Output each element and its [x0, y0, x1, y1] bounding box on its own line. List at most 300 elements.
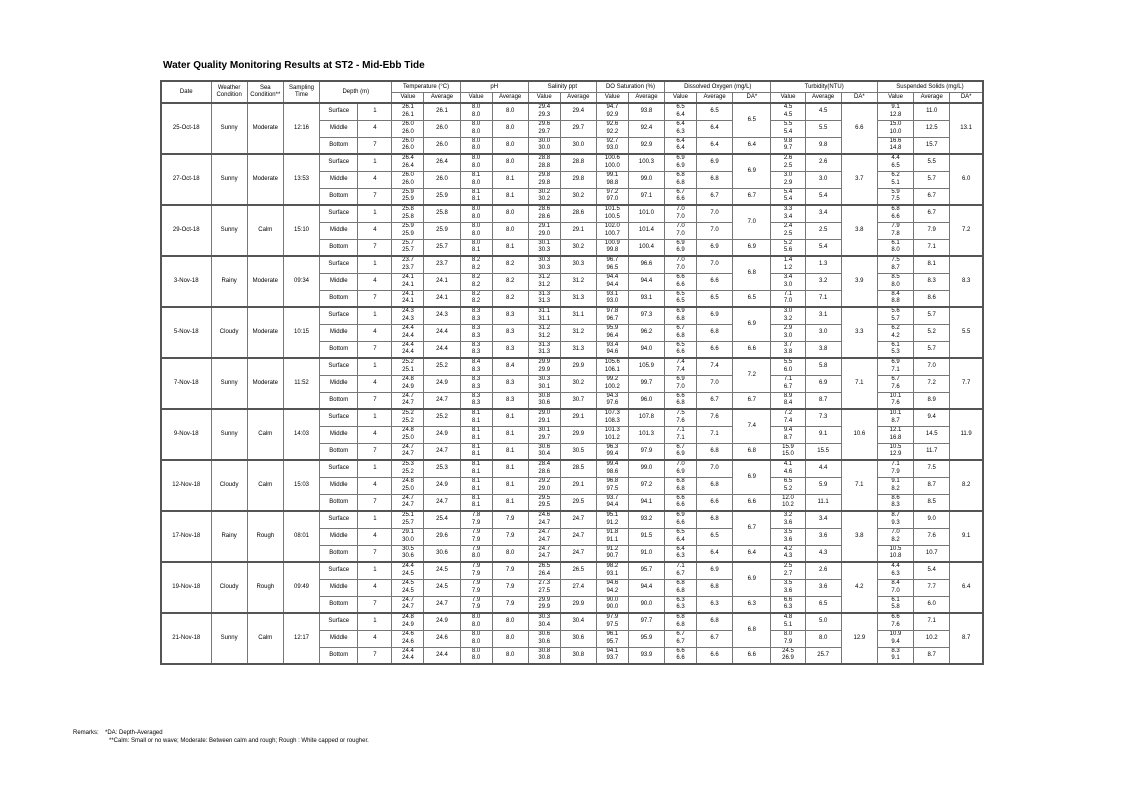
ph-average-cell: 8.1: [492, 477, 528, 494]
salinity-value-cell: [528, 324, 560, 341]
dissolved-oxygen-average-cell: 6.5: [696, 103, 732, 120]
suspended-solids-reading: 8.4: [891, 290, 900, 297]
salinity-value-cell: [528, 273, 560, 290]
turbidity-reading: 3.5: [783, 580, 793, 587]
salinity-value-cell: [528, 647, 560, 664]
dissolved-oxygen-da-bottom-cell: 6.5: [733, 290, 771, 307]
suspended-solids-da-cell: 8.2: [950, 460, 983, 511]
suspended-solids-reading: 8.8: [891, 298, 900, 305]
suspended-solids-reading: 7.5: [891, 257, 900, 264]
table-row: [161, 205, 983, 222]
do-saturation-value-cell: [596, 579, 628, 596]
suspended-solids-reading: 7.9: [891, 468, 900, 475]
ph-reading: 8.0: [471, 111, 481, 118]
ph-average-cell: 8.2: [492, 290, 528, 307]
suspended-solids-average-cell: 10.2: [914, 630, 950, 647]
ph-average-cell: 8.2: [492, 256, 528, 273]
salinity-reading: 30.3: [538, 614, 551, 621]
subheader-average: Average: [696, 93, 732, 104]
dissolved-oxygen-value-cell: [665, 273, 697, 290]
depth-level-cell: Bottom: [320, 443, 358, 460]
depth-value-cell: 7: [358, 545, 392, 562]
suspended-solids-reading: 4.4: [891, 563, 900, 570]
suspended-solids-reading: 8.2: [891, 485, 900, 492]
suspended-solids-reading: 8.6: [891, 494, 900, 501]
salinity-reading: 26.5: [538, 563, 551, 570]
ph-reading: 8.1: [471, 247, 481, 254]
table-row: [161, 358, 983, 375]
dissolved-oxygen-value-cell: [665, 154, 697, 171]
do-saturation-average-cell: 97.3: [628, 307, 664, 324]
turbidity-average-cell: 8.7: [805, 392, 841, 409]
depth-value-cell: 7: [358, 239, 392, 256]
depth-level-cell: Bottom: [320, 290, 358, 307]
do-saturation-average-cell: 101.3: [628, 426, 664, 443]
dissolved-oxygen-value-cell: [665, 562, 697, 579]
temperature-reading: 26.0: [402, 145, 414, 152]
weather-cell: Sunny: [211, 103, 247, 154]
salinity-reading: 31.1: [538, 308, 551, 315]
ph-reading: 8.1: [471, 417, 481, 424]
suspended-solids-da-cell: 8.7: [950, 613, 983, 664]
suspended-solids-average-cell: 7.1: [914, 239, 950, 256]
do-saturation-reading: 105.6: [604, 359, 620, 366]
suspended-solids-average-cell: 5.7: [914, 341, 950, 358]
dissolved-oxygen-value-cell: [665, 630, 697, 647]
dissolved-oxygen-reading: 6.9: [676, 512, 685, 519]
salinity-value-cell: [528, 307, 560, 324]
turbidity-value-cell: [771, 358, 805, 375]
dissolved-oxygen-reading: 6.7: [676, 638, 685, 645]
do-saturation-average-cell: 100.3: [628, 154, 664, 171]
turbidity-reading: 5.4: [783, 128, 793, 135]
suspended-solids-average-cell: 14.5: [914, 426, 950, 443]
date-cell: 17-Nov-18: [161, 511, 211, 562]
dissolved-oxygen-value-cell: [665, 375, 697, 392]
temperature-average-cell: 26.4: [424, 154, 460, 171]
ph-reading: 7.8: [471, 512, 481, 519]
turbidity-reading: 8.9: [783, 392, 793, 399]
ph-average-cell: 8.1: [492, 443, 528, 460]
dissolved-oxygen-reading: 6.9: [676, 239, 685, 246]
suspended-solids-da-cell: 13.1: [950, 103, 983, 154]
ph-reading: 8.4: [471, 359, 481, 366]
salinity-reading: 30.1: [538, 383, 551, 390]
temperature-average-cell: 24.5: [424, 579, 460, 596]
subheader-value: Value: [392, 93, 424, 104]
ph-reading: 8.0: [471, 128, 481, 135]
ph-value-cell: [460, 613, 492, 630]
salinity-reading: 28.6: [538, 206, 551, 213]
dissolved-oxygen-average-cell: 6.8: [696, 511, 732, 528]
dissolved-oxygen-da-cell: 7.4: [733, 409, 771, 443]
suspended-solids-reading: 8.3: [891, 502, 900, 509]
salinity-value-cell: [528, 443, 560, 460]
depth-level-cell: Surface: [320, 613, 358, 630]
header-turbidity: Turbidity(NTU): [771, 81, 877, 93]
turbidity-average-cell: 3.4: [805, 205, 841, 222]
ph-reading: 8.0: [471, 137, 481, 144]
ph-reading: 8.1: [471, 468, 481, 475]
salinity-average-cell: 30.6: [560, 630, 596, 647]
ph-value-cell: [460, 290, 492, 307]
temperature-reading: 25.7: [402, 519, 414, 526]
header-temperature: Temperature (°C): [392, 81, 460, 93]
ph-average-cell: 8.1: [492, 188, 528, 205]
salinity-value-cell: [528, 460, 560, 477]
turbidity-average-cell: 8.0: [805, 630, 841, 647]
do-saturation-reading: 96.4: [606, 332, 619, 339]
depth-level-cell: Bottom: [320, 137, 358, 154]
table-body: [161, 103, 983, 664]
do-saturation-value-cell: [596, 477, 628, 494]
suspended-solids-average-cell: 8.6: [914, 290, 950, 307]
temperature-value-cell: [392, 375, 424, 392]
temperature-reading: 25.1: [402, 512, 414, 519]
dissolved-oxygen-reading: 7.6: [676, 417, 685, 424]
salinity-value-cell: [528, 426, 560, 443]
salinity-reading: 31.1: [538, 315, 551, 322]
do-saturation-average-cell: 99.0: [628, 171, 664, 188]
salinity-reading: 29.2: [538, 478, 551, 485]
dissolved-oxygen-value-cell: [665, 528, 697, 545]
temperature-value-cell: [392, 222, 424, 239]
ph-reading: 8.0: [471, 655, 481, 662]
depth-level-cell: Surface: [320, 307, 358, 324]
turbidity-value-cell: [771, 477, 805, 494]
table-row: [161, 562, 983, 579]
salinity-reading: 26.4: [538, 570, 551, 577]
dissolved-oxygen-reading: 6.6: [676, 502, 685, 509]
dissolved-oxygen-value-cell: [665, 103, 697, 120]
ph-value-cell: [460, 630, 492, 647]
dissolved-oxygen-reading: 6.6: [676, 494, 685, 501]
depth-level-cell: Bottom: [320, 596, 358, 613]
ph-value-cell: [460, 188, 492, 205]
sea-condition-cell: Moderate: [247, 154, 283, 205]
turbidity-reading: 4.2: [783, 545, 793, 552]
do-saturation-value-cell: [596, 596, 628, 613]
dissolved-oxygen-reading: 6.6: [676, 392, 685, 399]
dissolved-oxygen-da-bottom-cell: 6.3: [733, 596, 771, 613]
dissolved-oxygen-value-cell: [665, 494, 697, 511]
turbidity-reading: 2.5: [783, 230, 793, 237]
do-saturation-average-cell: 91.5: [628, 528, 664, 545]
suspended-solids-value-cell: [877, 290, 913, 307]
temperature-reading: 25.1: [402, 366, 414, 373]
suspended-solids-average-cell: 5.5: [914, 154, 950, 171]
ph-average-cell: 8.1: [492, 426, 528, 443]
turbidity-reading: 5.2: [783, 239, 793, 246]
do-saturation-value-cell: [596, 375, 628, 392]
ph-reading: 8.3: [471, 400, 481, 407]
ph-value-cell: [460, 494, 492, 511]
do-saturation-average-cell: 92.4: [628, 120, 664, 137]
temperature-value-cell: [392, 579, 424, 596]
salinity-reading: 31.3: [538, 298, 551, 305]
turbidity-average-cell: 5.0: [805, 613, 841, 630]
do-saturation-reading: 92.7: [606, 137, 619, 144]
do-saturation-average-cell: 94.4: [628, 579, 664, 596]
depth-value-cell: 4: [358, 528, 392, 545]
temperature-reading: 26.0: [402, 121, 414, 128]
subheader-value: Value: [665, 93, 697, 104]
salinity-reading: 31.2: [538, 325, 551, 332]
sea-condition-cell: Moderate: [247, 103, 283, 154]
dissolved-oxygen-da-cell: 6.8: [733, 256, 771, 290]
ph-average-cell: 8.3: [492, 324, 528, 341]
salinity-average-cell: 31.2: [560, 324, 596, 341]
do-saturation-average-cell: 99.7: [628, 375, 664, 392]
do-saturation-reading: 93.0: [606, 145, 619, 152]
turbidity-reading: 6.7: [783, 383, 793, 390]
temperature-average-cell: 25.9: [424, 188, 460, 205]
turbidity-reading: 3.2: [783, 512, 793, 519]
do-saturation-value-cell: [596, 562, 628, 579]
suspended-solids-reading: 8.2: [891, 536, 900, 543]
temperature-value-cell: [392, 307, 424, 324]
do-saturation-reading: 93.0: [606, 298, 619, 305]
suspended-solids-reading: 6.6: [891, 614, 900, 621]
do-saturation-reading: 94.2: [606, 587, 619, 594]
turbidity-average-cell: 5.5: [805, 120, 841, 137]
temperature-reading: 25.0: [402, 485, 414, 492]
temperature-average-cell: 25.3: [424, 460, 460, 477]
do-saturation-reading: 92.6: [606, 121, 619, 128]
temperature-value-cell: [392, 392, 424, 409]
do-saturation-average-cell: 95.9: [628, 630, 664, 647]
ph-value-cell: [460, 239, 492, 256]
temperature-average-cell: 24.9: [424, 375, 460, 392]
dissolved-oxygen-da-bottom-cell: 6.7: [733, 392, 771, 409]
do-saturation-reading: 97.6: [606, 400, 619, 407]
salinity-reading: 29.9: [538, 596, 551, 603]
ph-reading: 8.1: [471, 443, 481, 450]
header-weather: Weather Condition: [211, 81, 247, 103]
suspended-solids-reading: 6.3: [891, 570, 900, 577]
ph-reading: 8.3: [471, 376, 481, 383]
do-saturation-value-cell: [596, 358, 628, 375]
temperature-reading: 24.5: [402, 570, 414, 577]
suspended-solids-reading: 5.6: [891, 308, 900, 315]
ph-average-cell: 8.4: [492, 358, 528, 375]
temperature-reading: 25.9: [402, 196, 414, 203]
turbidity-reading: 3.3: [783, 206, 793, 213]
do-saturation-value-cell: [596, 171, 628, 188]
suspended-solids-reading: 5.3: [891, 349, 900, 356]
salinity-reading: 30.0: [538, 137, 551, 144]
salinity-reading: 30.8: [538, 647, 551, 654]
do-saturation-value-cell: [596, 545, 628, 562]
temperature-reading: 24.4: [402, 325, 414, 332]
ph-average-cell: 8.0: [492, 613, 528, 630]
dissolved-oxygen-average-cell: 6.9: [696, 239, 732, 256]
turbidity-da-cell: 3.9: [841, 256, 877, 307]
depth-value-cell: 7: [358, 443, 392, 460]
suspended-solids-value-cell: [877, 222, 913, 239]
suspended-solids-average-cell: 12.5: [914, 120, 950, 137]
temperature-reading: 30.6: [402, 553, 414, 560]
do-saturation-value-cell: [596, 137, 628, 154]
salinity-average-cell: 29.8: [560, 171, 596, 188]
temperature-reading: 24.8: [402, 376, 414, 383]
depth-value-cell: 7: [358, 290, 392, 307]
table-row: [161, 409, 983, 426]
temperature-reading: 25.7: [402, 247, 414, 254]
ph-average-cell: 7.9: [492, 511, 528, 528]
do-saturation-value-cell: [596, 613, 628, 630]
ph-reading: 8.0: [471, 614, 481, 621]
turbidity-value-cell: [771, 511, 805, 528]
do-saturation-reading: 94.3: [606, 392, 619, 399]
ph-reading: 8.3: [471, 308, 481, 315]
temperature-value-cell: [392, 647, 424, 664]
salinity-value-cell: [528, 103, 560, 120]
do-saturation-reading: 94.7: [606, 104, 619, 111]
suspended-solids-value-cell: [877, 579, 913, 596]
temperature-reading: 26.0: [402, 179, 414, 186]
ph-value-cell: [460, 273, 492, 290]
do-saturation-value-cell: [596, 239, 628, 256]
ph-value-cell: [460, 647, 492, 664]
subheader-da: DA*: [733, 93, 771, 104]
do-saturation-reading: 92.2: [606, 128, 619, 135]
depth-level-cell: Middle: [320, 630, 358, 647]
salinity-reading: 28.4: [538, 461, 551, 468]
remarks: [73, 729, 369, 745]
ph-reading: 7.9: [471, 580, 481, 587]
do-saturation-average-cell: 97.1: [628, 188, 664, 205]
suspended-solids-reading: 6.2: [891, 325, 900, 332]
ph-value-cell: [460, 375, 492, 392]
suspended-solids-da-cell: 6.0: [950, 154, 983, 205]
do-saturation-reading: 94.6: [606, 580, 619, 587]
dissolved-oxygen-average-cell: 6.9: [696, 154, 732, 171]
weather-cell: Cloudy: [211, 307, 247, 358]
do-saturation-average-cell: 93.8: [628, 103, 664, 120]
salinity-value-cell: [528, 171, 560, 188]
dissolved-oxygen-average-cell: 6.8: [696, 171, 732, 188]
turbidity-average-cell: 1.3: [805, 256, 841, 273]
dissolved-oxygen-reading: 6.8: [676, 400, 685, 407]
salinity-reading: 30.1: [538, 427, 551, 434]
turbidity-reading: 9.7: [783, 145, 793, 152]
date-cell: 25-Oct-18: [161, 103, 211, 154]
turbidity-da-cell: 6.6: [841, 103, 877, 154]
sampling-time-cell: 11:52: [283, 358, 319, 409]
salinity-value-cell: [528, 528, 560, 545]
dissolved-oxygen-reading: 7.0: [676, 230, 685, 237]
ph-reading: 8.1: [471, 461, 481, 468]
dissolved-oxygen-da-cell: 6.5: [733, 103, 771, 137]
do-saturation-average-cell: 101.4: [628, 222, 664, 239]
salinity-reading: 27.3: [538, 580, 551, 587]
suspended-solids-average-cell: 11.7: [914, 443, 950, 460]
salinity-reading: 31.2: [538, 274, 551, 281]
do-saturation-value-cell: [596, 409, 628, 426]
salinity-value-cell: [528, 205, 560, 222]
turbidity-value-cell: [771, 273, 805, 290]
temperature-reading: 24.6: [402, 638, 414, 645]
turbidity-average-cell: 4.4: [805, 460, 841, 477]
dissolved-oxygen-reading: 7.0: [676, 257, 685, 264]
ph-average-cell: 7.9: [492, 562, 528, 579]
dissolved-oxygen-average-cell: 6.9: [696, 562, 732, 579]
suspended-solids-value-cell: [877, 392, 913, 409]
dissolved-oxygen-value-cell: [665, 358, 697, 375]
temperature-average-cell: 24.9: [424, 426, 460, 443]
suspended-solids-reading: 8.7: [891, 264, 900, 271]
turbidity-da-cell: 7.1: [841, 358, 877, 409]
turbidity-reading: 2.5: [783, 162, 793, 169]
do-saturation-reading: 99.4: [606, 461, 619, 468]
dissolved-oxygen-average-cell: 6.7: [696, 630, 732, 647]
suspended-solids-average-cell: 8.5: [914, 494, 950, 511]
depth-value-cell: 1: [358, 256, 392, 273]
ph-value-cell: [460, 562, 492, 579]
turbidity-reading: 7.9: [783, 638, 793, 645]
suspended-solids-reading: 8.0: [891, 281, 900, 288]
suspended-solids-value-cell: [877, 375, 913, 392]
turbidity-value-cell: [771, 375, 805, 392]
do-saturation-value-cell: [596, 460, 628, 477]
dissolved-oxygen-da-cell: 6.9: [733, 307, 771, 341]
suspended-solids-reading: 7.6: [891, 383, 900, 390]
turbidity-average-cell: 3.4: [805, 511, 841, 528]
suspended-solids-reading: 6.8: [891, 206, 900, 213]
turbidity-reading: 8.7: [783, 434, 793, 441]
turbidity-reading: 26.9: [782, 655, 794, 662]
suspended-solids-reading: 4.2: [891, 332, 900, 339]
remarks-line-2: **Calm: Small or no wave; Moderate: Between calm and rough; Rough : White capped or rougher.: [109, 738, 369, 744]
suspended-solids-reading: 5.1: [891, 179, 900, 186]
dissolved-oxygen-reading: 6.8: [676, 179, 685, 186]
salinity-value-cell: [528, 579, 560, 596]
ph-reading: 8.3: [471, 366, 481, 373]
salinity-reading: 30.3: [538, 247, 551, 254]
dissolved-oxygen-average-cell: 6.6: [696, 341, 732, 358]
suspended-solids-average-cell: 7.9: [914, 222, 950, 239]
do-saturation-average-cell: 94.0: [628, 341, 664, 358]
sampling-time-cell: 09:34: [283, 256, 319, 307]
ph-reading: 8.1: [471, 451, 481, 458]
table-header: [161, 81, 983, 103]
salinity-value-cell: [528, 477, 560, 494]
ph-average-cell: 8.3: [492, 375, 528, 392]
ph-reading: 8.0: [471, 631, 481, 638]
dissolved-oxygen-reading: 6.8: [676, 485, 685, 492]
salinity-value-cell: [528, 341, 560, 358]
temperature-reading: 30.5: [402, 545, 414, 552]
dissolved-oxygen-reading: 7.0: [676, 264, 685, 271]
turbidity-value-cell: [771, 443, 805, 460]
suspended-solids-value-cell: [877, 647, 913, 664]
turbidity-reading: 15.9: [782, 443, 794, 450]
salinity-reading: 29.9: [538, 359, 551, 366]
do-saturation-reading: 100.0: [604, 162, 620, 169]
do-saturation-reading: 101.3: [604, 427, 620, 434]
do-saturation-reading: 98.8: [606, 179, 619, 186]
suspended-solids-reading: 7.9: [891, 223, 900, 230]
suspended-solids-average-cell: 10.7: [914, 545, 950, 562]
salinity-reading: 24.7: [538, 545, 551, 552]
ph-reading: 8.1: [471, 434, 481, 441]
suspended-solids-average-cell: 5.7: [914, 171, 950, 188]
do-saturation-reading: 97.9: [606, 614, 619, 621]
temperature-value-cell: [392, 120, 424, 137]
dissolved-oxygen-value-cell: [665, 205, 697, 222]
temperature-reading: 24.8: [402, 614, 414, 621]
